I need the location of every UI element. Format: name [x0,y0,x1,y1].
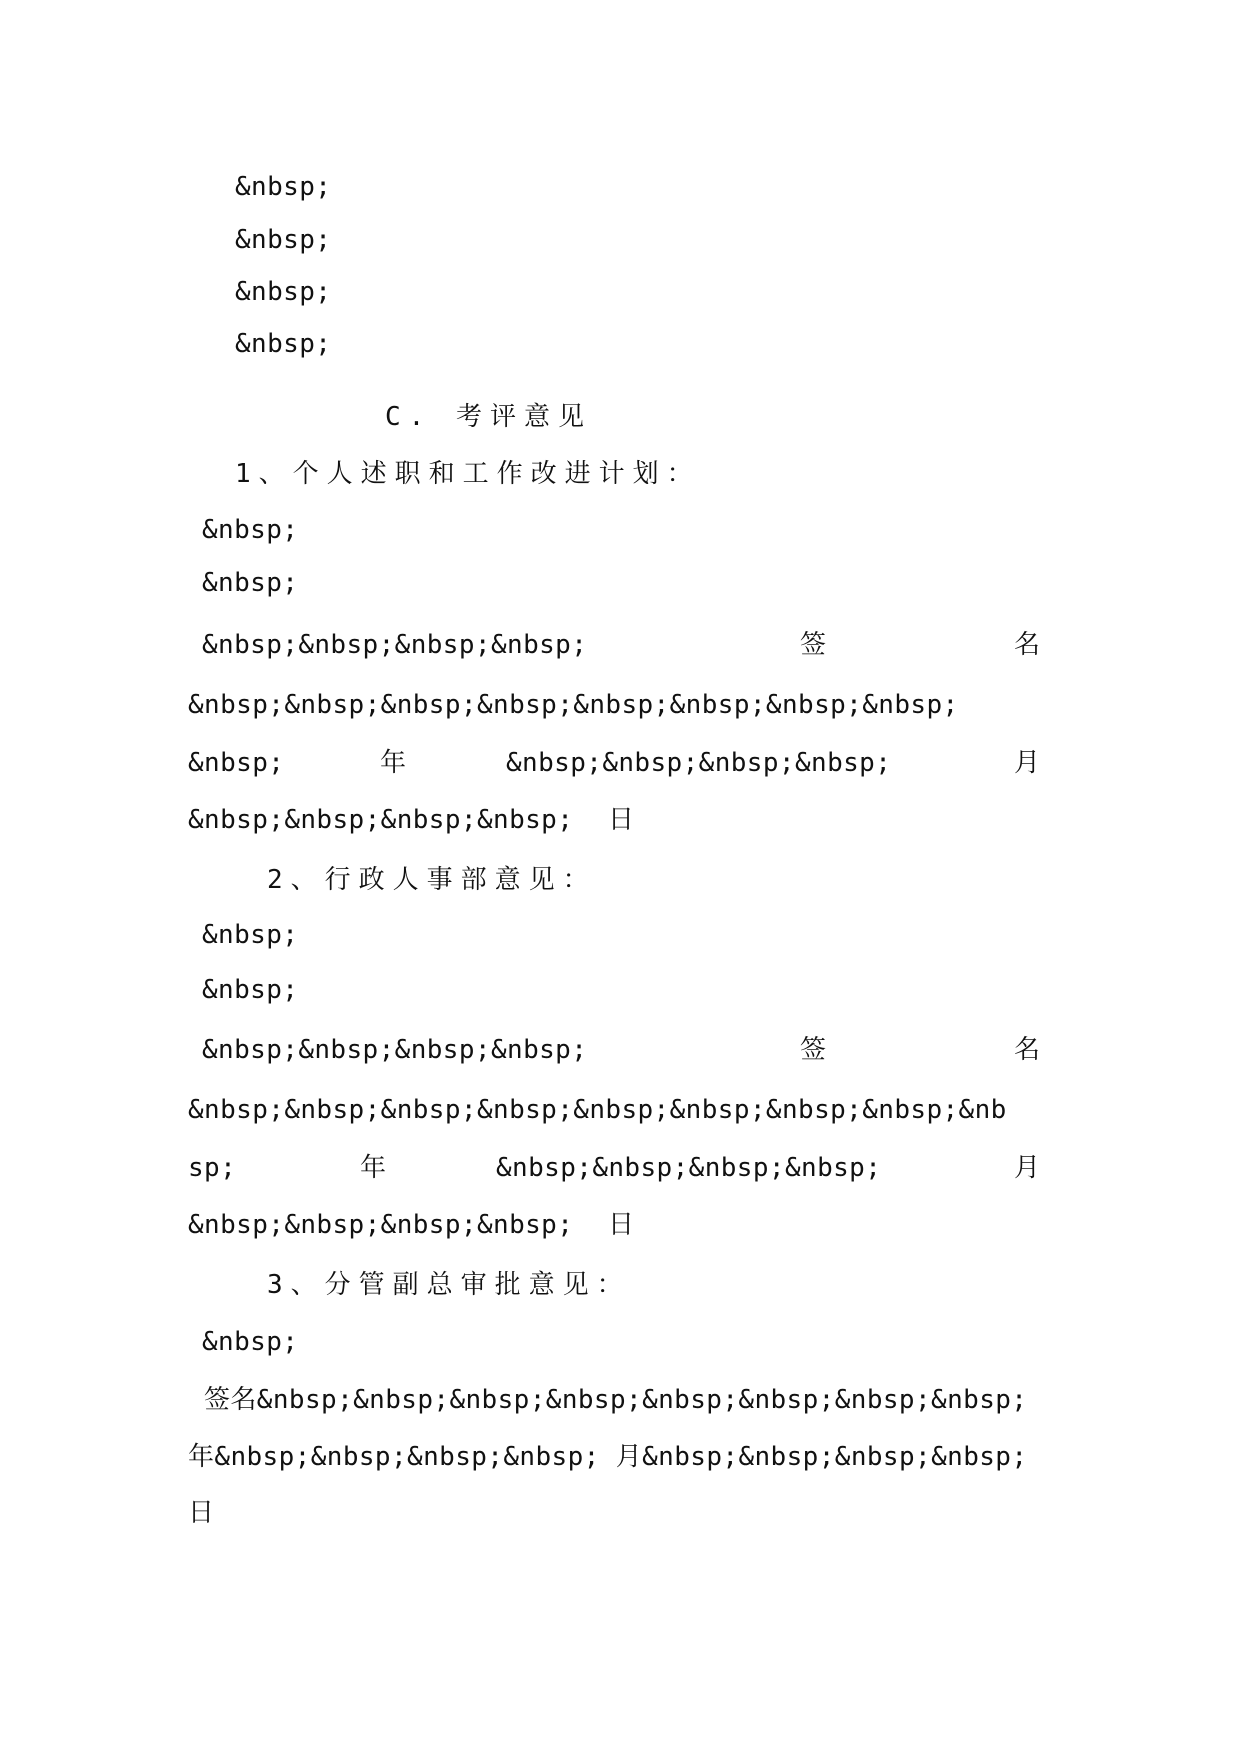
item1-sign-row [188,625,1048,665]
item1-sign-nbsp: &nbsp;&nbsp;&nbsp;&nbsp; [202,630,588,660]
item1-sign-char-2: 名 [1014,630,1041,660]
item1-day-nbsp: &nbsp;&nbsp;&nbsp;&nbsp; [188,805,574,835]
item1-day-label: 日 [608,805,635,835]
item1-date-nbsp: &nbsp; [188,748,285,778]
item1-blank-line: &nbsp; [202,568,299,598]
item2-day-row [188,1205,1048,1245]
item1-nbsp-row: &nbsp;&nbsp;&nbsp;&nbsp;&nbsp;&nbsp;&nbsp;&nbsp; [188,690,959,720]
blank-line: &nbsp; [235,172,332,202]
item3-heading: 3、分管副总审批意见： [267,1270,631,1300]
item2-sign-row [188,1030,1048,1070]
item1-blank-line: &nbsp; [202,515,299,545]
item3-day-line: 日 [188,1498,215,1528]
item1-month-label: 月 [1014,748,1041,778]
blank-line: &nbsp; [235,329,332,359]
blank-line: &nbsp; [235,277,332,307]
item1-date-row [188,743,1048,783]
item2-day-label: 日 [608,1210,635,1240]
item2-blank-line: &nbsp; [202,920,299,950]
blank-line: &nbsp; [235,225,332,255]
item3-sign-line: 签名&nbsp;&nbsp;&nbsp;&nbsp;&nbsp;&nbsp;&nbsp;&nbsp; [204,1385,1028,1415]
item2-sign-char-1: 签 [800,1035,827,1065]
item1-sign-char-1: 签 [800,630,827,660]
item2-date-nbsp: &nbsp;&nbsp;&nbsp;&nbsp; [496,1153,882,1183]
item2-date-row [188,1148,1048,1188]
item1-day-row [188,800,1048,840]
item2-heading: 2、行政人事部意见： [267,865,597,895]
item2-sign-nbsp: &nbsp;&nbsp;&nbsp;&nbsp; [202,1035,588,1065]
item3-blank-line: &nbsp; [202,1327,299,1357]
item2-date-nbsp: sp; [188,1153,237,1183]
item3-date-line: 年&nbsp;&nbsp;&nbsp;&nbsp; 月&nbsp;&nbsp;&nbsp;&nbsp; [188,1442,1028,1472]
section-c-heading: C. 考评意见 [385,402,592,432]
item1-heading: 1、个人述职和工作改进计划： [235,459,701,489]
item2-day-nbsp: &nbsp;&nbsp;&nbsp;&nbsp; [188,1210,574,1240]
item2-month-label: 月 [1014,1153,1041,1183]
item2-nbsp-row: &nbsp;&nbsp;&nbsp;&nbsp;&nbsp;&nbsp;&nbsp;&nbsp;&nb [188,1095,1007,1125]
item2-sign-char-2: 名 [1014,1035,1041,1065]
item1-year-label: 年 [380,748,407,778]
item2-year-label: 年 [360,1153,387,1183]
item1-date-nbsp: &nbsp;&nbsp;&nbsp;&nbsp; [506,748,892,778]
item2-blank-line: &nbsp; [202,975,299,1005]
